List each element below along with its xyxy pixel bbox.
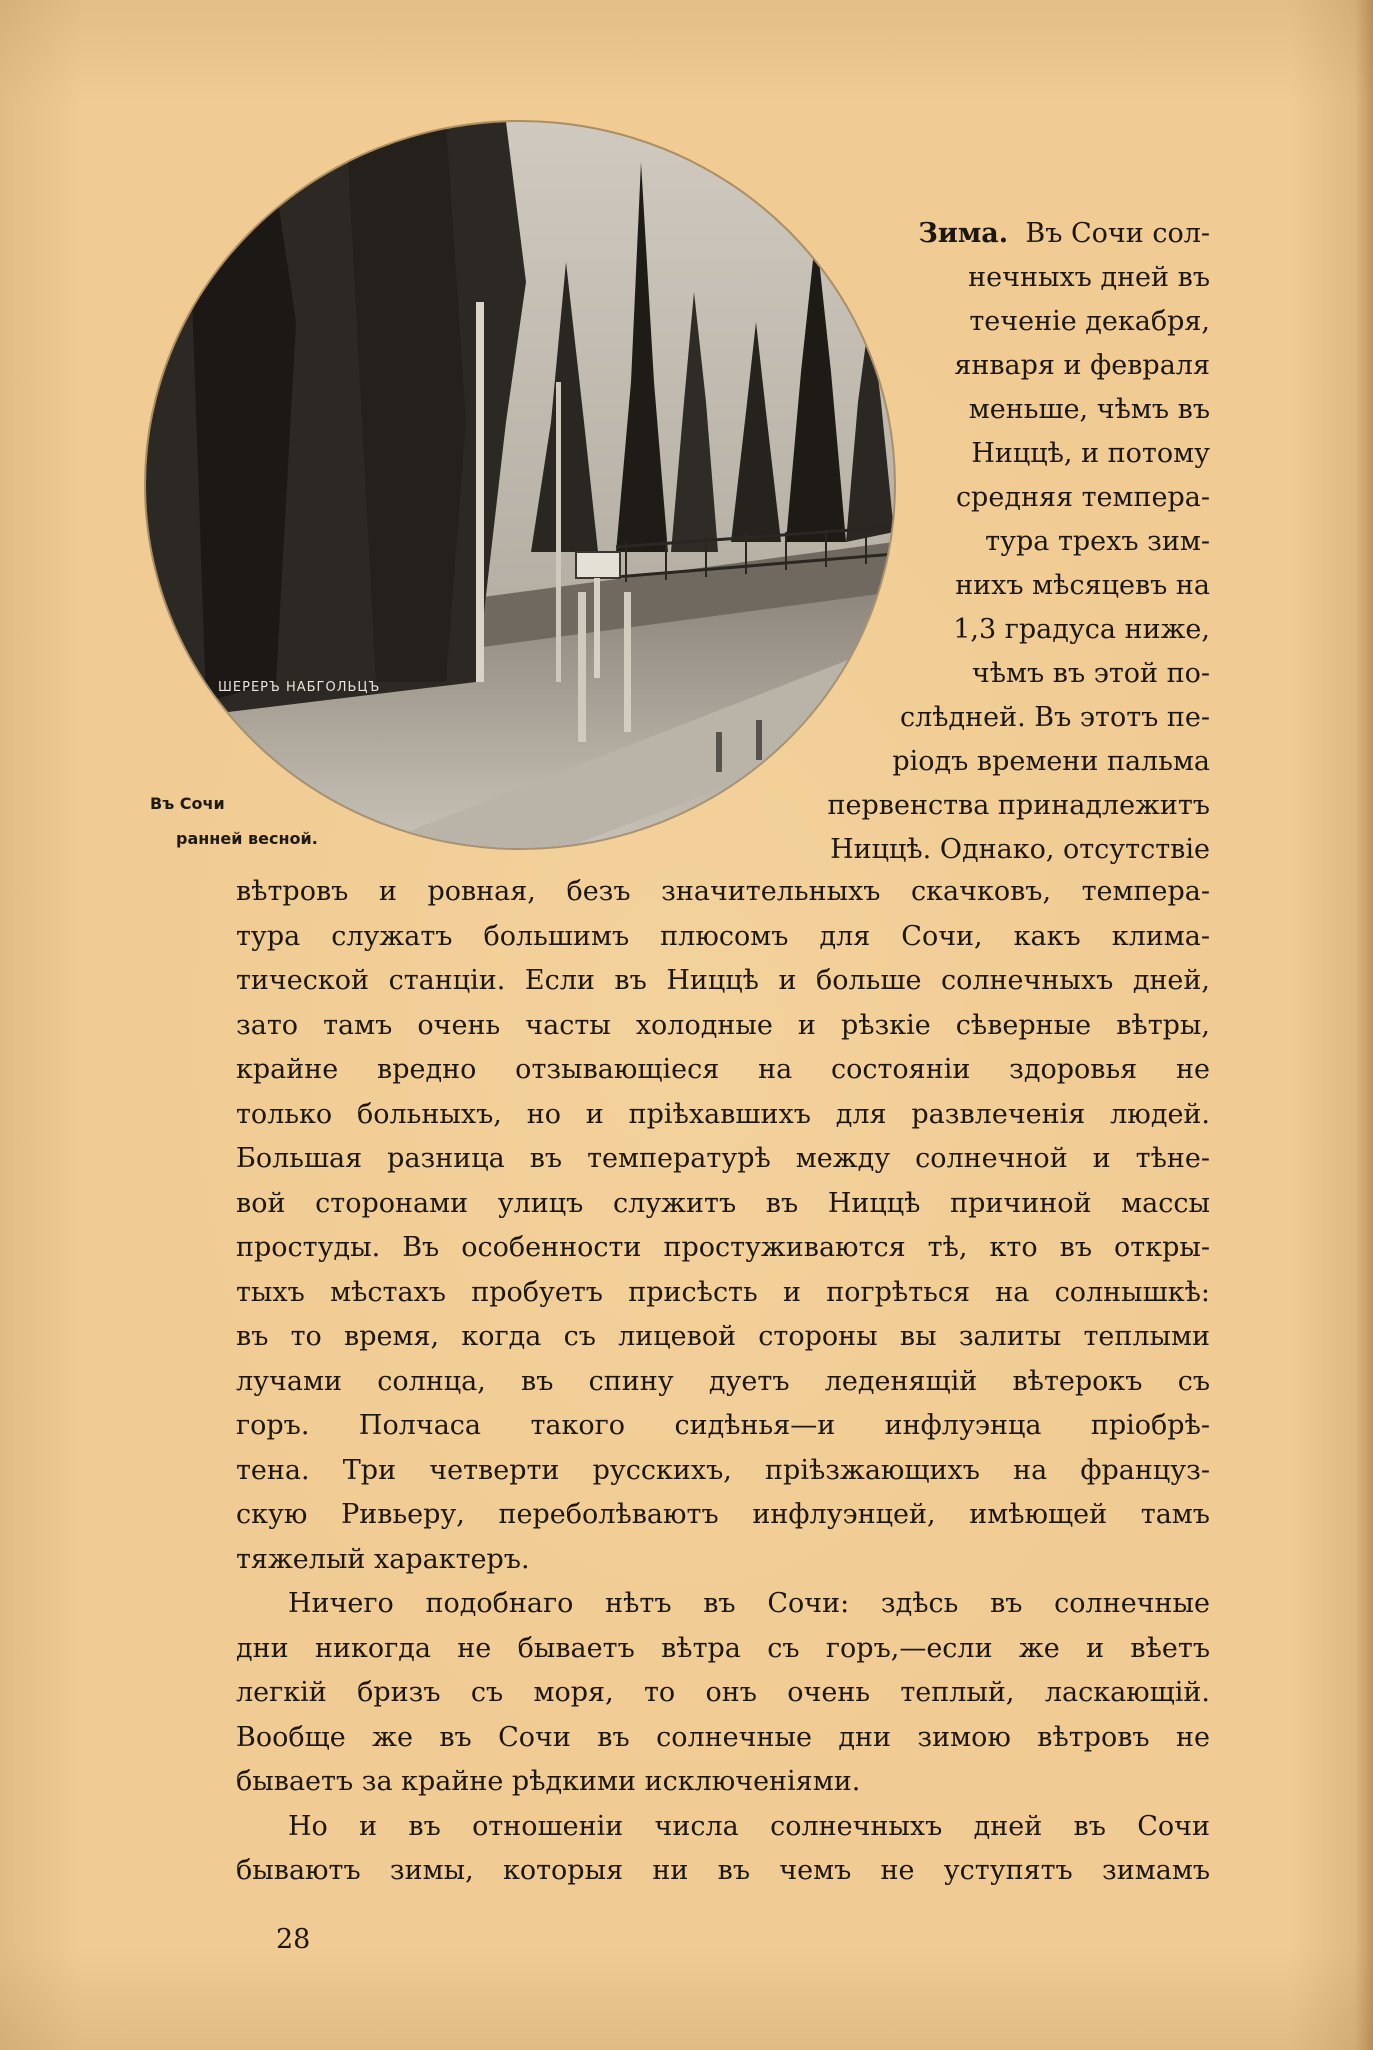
paragraph2-line: Ничего подобнаго нѣтъ въ Сочи: здѣсь въ солнечные xyxy=(288,1588,1210,1619)
body-line: зато тамъ очень часты холодные и рѣзкіе сѣверные вѣтры, xyxy=(236,1009,1210,1041)
body-line: вѣтровъ и ровная, безъ значительныхъ скачковъ, темпера- xyxy=(236,876,1210,907)
wrap-line-11: чѣмъ въ этой по- xyxy=(971,658,1210,689)
wrap-line-7: средняя темпера- xyxy=(955,482,1210,513)
body-line: скую Ривьеру, переболѣваютъ инфлуэнцей, имѣющей тамъ xyxy=(236,1499,1210,1530)
wrap-line-12: слѣдней. Въ этотъ пе- xyxy=(899,702,1210,733)
photo-caption xyxy=(150,786,318,856)
body-line: только больныхъ, но и пріѣхавшихъ для развлеченія людей. xyxy=(236,1098,1210,1130)
paragraph2-line: легкій бризъ съ моря, то онъ очень теплый, ласкающій. xyxy=(236,1677,1210,1708)
body-line: тена. Три четверти русскихъ, пріѣзжающихъ на француз- xyxy=(236,1454,1210,1486)
body-line: горъ. Полчаса такого сидѣнья—и инфлуэнца пріобрѣ- xyxy=(236,1410,1210,1441)
wrap-line-text: Въ Сочи сол- xyxy=(1025,218,1210,249)
wrap-line-9: нихъ мѣсяцевъ на xyxy=(955,570,1210,601)
wrap-line-3: теченіе декабря, xyxy=(969,306,1210,337)
wrap-line-8: тура трехъ зим- xyxy=(985,526,1210,557)
photo-sochi-spring xyxy=(146,122,894,848)
body-line: лучами солнца, въ спину дуетъ леденящій вѣтерокъ съ xyxy=(236,1365,1210,1397)
page-edge-shadow xyxy=(1355,0,1373,2050)
photographer-mark: ШЕРЕРЪ НАБГОЛЬЦЪ xyxy=(218,680,381,695)
wrap-line-15: Ниццѣ. Однако, отсутствіе xyxy=(830,834,1210,865)
body-text xyxy=(236,870,1210,1894)
page-number: 28 xyxy=(276,1924,311,1955)
wrap-line-4: января и февраля xyxy=(954,350,1210,381)
wrap-line-5: меньше, чѣмъ въ xyxy=(968,394,1210,425)
body-line: тура служатъ большимъ плюсомъ для Сочи, какъ клима- xyxy=(236,920,1210,952)
paragraph2-line: дни никогда не бываетъ вѣтра съ горъ,—если же и вѣетъ xyxy=(236,1632,1210,1664)
paragraph2-line: Вообще же въ Сочи въ солнечные дни зимою вѣтровъ не xyxy=(236,1721,1210,1753)
body-line: крайне вредно отзывающіеся на состояніи здоровья не xyxy=(236,1054,1210,1085)
caption-line-2: ранней весной. xyxy=(176,829,318,848)
wrap-line-10: 1,3 градуса ниже, xyxy=(953,614,1210,645)
paragraph3-line: бываютъ зимы, которыя ни въ чемъ не уступятъ зимамъ xyxy=(236,1855,1210,1886)
body-line: въ то время, когда съ лицевой стороны вы залиты теплыми xyxy=(236,1321,1210,1352)
wrap-line-13: ріодъ времени пальма xyxy=(892,746,1210,777)
body-line: простуды. Въ особенности простуживаются тѣ, кто въ откры- xyxy=(236,1232,1210,1263)
wrap-line-14: первенства принадлежитъ xyxy=(827,790,1210,821)
body-line: тяжелый характеръ. xyxy=(236,1543,530,1575)
caption-line-1: Въ Сочи xyxy=(150,794,225,813)
body-line: тыхъ мѣстахъ пробуетъ присѣсть и погрѣться на солнышкѣ: xyxy=(236,1276,1210,1308)
body-line: Большая разница въ температурѣ между солнечной и тѣне- xyxy=(236,1143,1210,1174)
section-heading: Зима. xyxy=(918,218,1009,249)
photo-illustration xyxy=(146,122,894,848)
body-line: вой сторонами улицъ служитъ въ Ниццѣ причиной массы xyxy=(236,1187,1210,1219)
wrap-line-1 xyxy=(918,214,1210,254)
body-line: тической станціи. Если въ Ниццѣ и больше солнечныхъ дней, xyxy=(236,965,1210,996)
paragraph3-line: Но и въ отношеніи числа солнечныхъ дней въ Сочи xyxy=(288,1810,1210,1842)
wrap-line-6: Ниццѣ, и потому xyxy=(971,438,1210,469)
wrap-line-2: нечныхъ дней въ xyxy=(968,262,1210,293)
paragraph2-line: бываетъ за крайне рѣдкими исключеніями. xyxy=(236,1766,861,1797)
